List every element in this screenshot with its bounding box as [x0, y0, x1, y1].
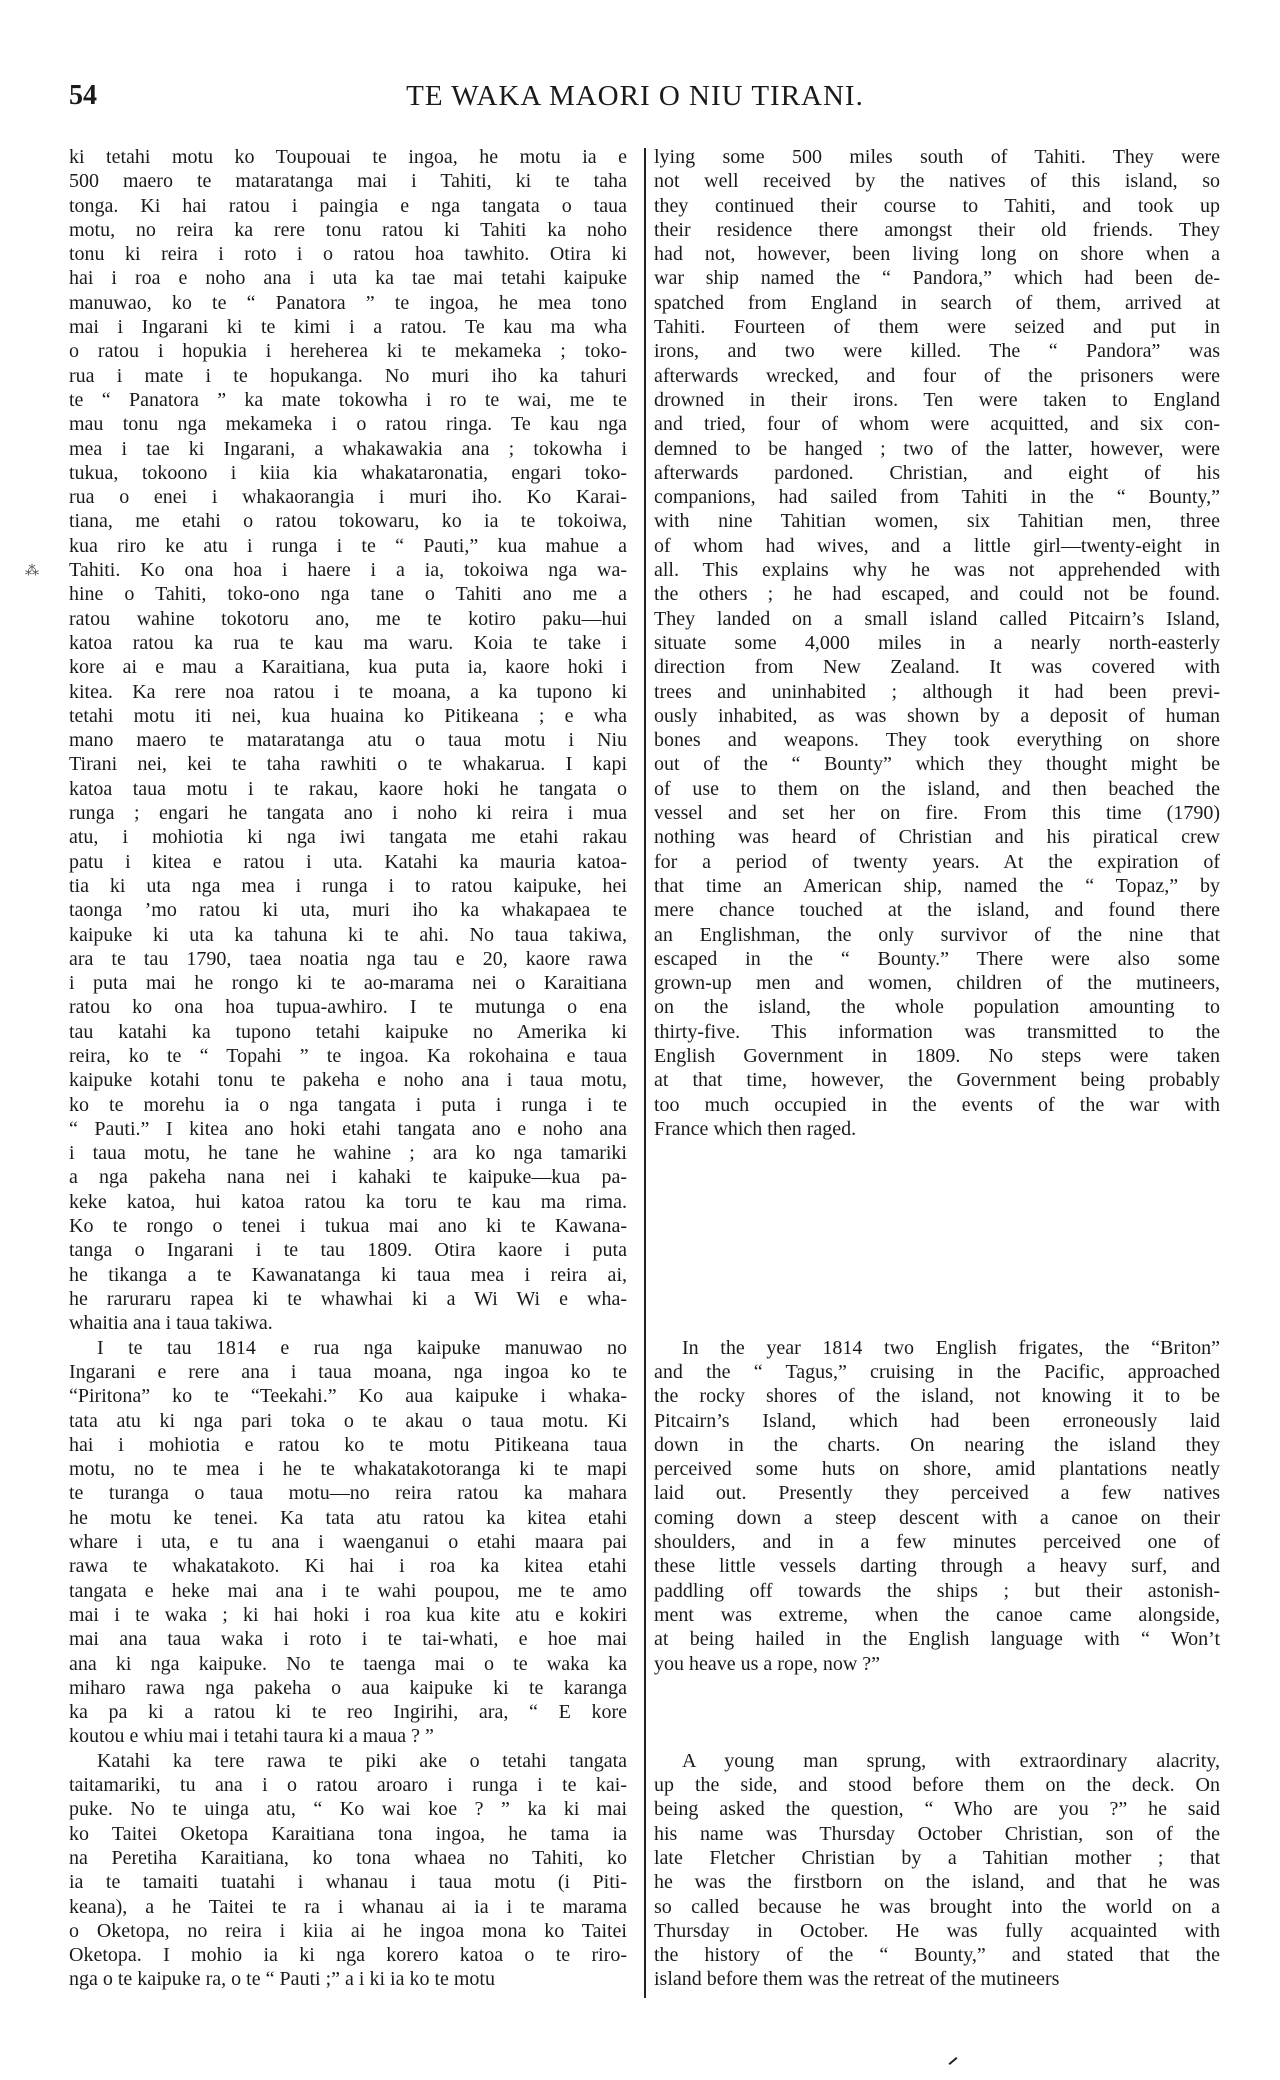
text-line: tia ki uta nga mea i runga i to ratou kaipuke, hei [69, 874, 627, 897]
text-line: Oketopa. I mohio ia ki nga korero katoa o te riro- [69, 1944, 627, 1967]
text-line: too much occupied in the events of the war with [654, 1093, 1220, 1116]
text-line: ratou ko ona hoa tupua-awhiro. I te mutunga o ena [69, 996, 627, 1019]
paragraph [654, 145, 1220, 1141]
text-line: tata atu ki nga pari toka o te akau o taua motu. Ki [69, 1409, 627, 1432]
text-line: te turanga o taua motu—no reira ratou ka mahara [69, 1482, 627, 1505]
text-line: mai i te waka ; ki hai hoki i roa kua kite atu e kokiri [69, 1603, 627, 1626]
text-line: the others ; he had escaped, and could not be found. [654, 583, 1220, 606]
text-line: o ratou i hopukia i hereherea ki te mekameka ; toko- [69, 340, 627, 363]
text-line: hine o Tahiti, toko-ono nga tane o Tahiti ano me a [69, 583, 627, 606]
text-line: runga ; engari he tangata ano i noho ki reira i mua [69, 802, 627, 825]
text-line: tetahi motu iti nei, kua huaina ko Pitikeana ; e wha [69, 704, 627, 727]
text-line: keke katoa, hui katoa ratou ka toru te kau ma rima. [69, 1190, 627, 1213]
text-line: all. This explains why he was not apprehended with [654, 559, 1220, 582]
text-line: Tahiti. Ko ona hoa i haere i a ia, tokoiwa nga wa- [69, 559, 627, 582]
text-line: ko te morehu ia o nga tangata i puta i runga i te [69, 1093, 627, 1116]
text-line: ana ki nga kaipuke. No te taenga mai o te waka ka [69, 1652, 627, 1675]
text-line: “Piritona” ko te “Teekahi.” Ko aua kaipuke i whaka- [69, 1385, 627, 1408]
text-line: being asked the question, “ Who are you ?” he said [654, 1798, 1220, 1821]
text-line: patu i kitea e ratou i uta. Katahi ka mauria katoa- [69, 850, 627, 873]
text-line: mai i Ingarani ki te kimi i a ratou. Te kau ma wha [69, 316, 627, 339]
text-line: at that time, however, the Government being probably [654, 1069, 1220, 1092]
text-line: laid out. Presently they perceived a few natives [654, 1482, 1220, 1505]
text-line: tanga o Ingarani i te tau 1809. Otira kaore i puta [69, 1239, 627, 1262]
text-line: out of the “ Bounty” which they thought might be [654, 753, 1220, 776]
page-title: TE WAKA MAORI O NIU TIRANI. [406, 80, 864, 112]
text-line: o Oketopa, no reira i kiia ai he ingoa mona ko Taitei [69, 1919, 627, 1942]
text-line: at being hailed in the English language with “ Won’t [654, 1628, 1220, 1651]
text-line: and the “ Tagus,” cruising in the Pacific, approached [654, 1360, 1220, 1383]
text-line: the rocky shores of the island, not knowing it to be [654, 1385, 1220, 1408]
text-line: you heave us a rope, now ?” [654, 1652, 881, 1675]
text-line: whare i uta, e tu ana i waenganui o etahi maara pai [69, 1531, 627, 1554]
text-line: i taua motu, he tane he wahine ; ara ko nga tamariki [69, 1142, 627, 1165]
text-line: these little vessels darting through a heavy surf, and [654, 1555, 1220, 1578]
text-line: war ship named the “ Pandora,” which had been de- [654, 267, 1220, 290]
text-line: motu, no te mea i he te whakatakotoranga ki te mapi [69, 1458, 627, 1481]
pencil-mark [949, 2057, 958, 2065]
text-line: demned to be hanged ; two of the latter, however, were [654, 437, 1220, 460]
text-line: escaped in the “ Bounty.” There were also some [654, 947, 1220, 970]
text-line: rua i mate i te hopukanga. No muri iho ka tahuri [69, 364, 627, 387]
text-line: kaipuke ki uta ka tahuna ki te ahi. No taua takiwa, [69, 923, 627, 946]
text-line: and tried, four of whom were acquitted, and six con- [654, 413, 1220, 436]
text-line: he was the firstborn on the island, and that he was [654, 1871, 1220, 1894]
text-line: of use to them on the island, and then beached the [654, 777, 1220, 800]
text-line: ratou wahine tokotoru ano, me te kotiro paku—hui [69, 607, 627, 630]
text-line: he raruraru rapea ki te whawhai ki a Wi Wi e wha- [69, 1287, 627, 1310]
text-line: nga o te kaipuke ra, o te “ Pauti ;” a i ki ia ko te motu [69, 1968, 495, 1991]
text-line: he tikanga a te Kawanatanga ki taua mea i reira ai, [69, 1263, 627, 1286]
text-line: mai ana taua waka i roto i te tai-whati, e hoe mai [69, 1628, 627, 1651]
text-line: na Peretiha Karaitiana, ko tona whaea no Tahiti, ko [69, 1846, 627, 1869]
text-line: with nine Tahitian women, six Tahitian men, three [654, 510, 1220, 533]
text-line: tangata e heke mai ana i te wahi poupou, me te amo [69, 1579, 627, 1602]
text-line: motu, no reira ka rere tonu ratou ki Tahiti ka noho [69, 218, 627, 241]
text-line: Pitcairn’s Island, which had been erroneously laid [654, 1409, 1220, 1432]
text-line: drowned in their irons. Ten were taken to England [654, 388, 1220, 411]
text-line: an Englishman, the only survivor of the nine that [654, 923, 1220, 946]
text-line: on the island, the whole population amounting to [654, 996, 1220, 1019]
text-line: vessel and set her on fire. From this time (1790) [654, 802, 1220, 825]
text-line: taonga ’mo ratou ki uta, muri iho ka whakapaea te [69, 899, 627, 922]
paragraph [654, 1749, 1220, 1992]
text-line: their residence there amongst their old friends. They [654, 218, 1220, 241]
text-line: situate some 4,000 miles in a nearly north-easterly [654, 631, 1220, 654]
text-line: shoulders, and in a few minutes perceived one of [654, 1531, 1220, 1554]
text-line: kore ai e mau a Karaitiana, kua puta ia, kaore hoki i [69, 656, 627, 679]
text-line: ka pa ki a ratou ki te reo Ingirihi, ara, “ E kore [69, 1701, 627, 1724]
text-line: English Government in 1809. No steps were taken [654, 1044, 1220, 1067]
text-line: tonu ki reira i roto i o ratou hoa tawhito. Otira ki [69, 243, 627, 266]
text-line: for a period of twenty years. At the expiration of [654, 850, 1220, 873]
text-line: te “ Panatora ” ka mate tokowha i ro te wai, me te [69, 388, 627, 411]
text-line: irons, and two were killed. The “ Pandora” was [654, 340, 1220, 363]
text-line: katoa ratou ka rua te kau ma waru. Koia te take i [69, 631, 627, 654]
text-line: ko Taitei Oketopa Karaitiana tona ingoa, he tama ia [69, 1822, 627, 1845]
text-line: France which then raged. [654, 1117, 857, 1140]
text-line: mea i tae ki Ingarani, a whakawakia ana ; tokowha i [69, 437, 627, 460]
text-line: direction from New Zealand. It was covered with [654, 656, 1220, 679]
text-line: late Fletcher Christian by a Tahitian mother ; that [654, 1846, 1220, 1869]
text-line: his name was Thursday October Christian, son of the [654, 1822, 1220, 1845]
paragraph [69, 1336, 627, 1749]
text-line: tonga. Ki hai ratou i paingia e nga tangata o taua [69, 194, 627, 217]
text-line: tiana, me etahi o ratou tokowaru, ko ia te tokoiwa, [69, 510, 627, 533]
text-line: They landed on a small island called Pitcairn’s Island, [654, 607, 1220, 630]
text-line: ki tetahi motu ko Toupouai te ingoa, he motu ia e [69, 146, 627, 168]
text-line: coming down a steep descent with a canoe on their [654, 1506, 1220, 1529]
text-line: grown-up men and women, children of the mutineers, [654, 972, 1220, 995]
text-line: Katahi ka tere rawa te piki ake o tetahi tangata [97, 1749, 627, 1772]
text-line: tukua, tokoono i kiia kia whakataronatia, engari toko- [69, 461, 627, 484]
text-line: keana), a he Taitei te ra i whanau ai ia i te marama [69, 1895, 627, 1918]
text-line: afterwards pardoned. Christian, and eight of his [654, 461, 1220, 484]
text-line: lying some 500 miles south of Tahiti. They were [654, 146, 1220, 168]
text-line: I te tau 1814 e rua nga kaipuke manuwao no [97, 1336, 627, 1359]
text-line: Thursday in October. He was fully acquainted with [654, 1919, 1220, 1942]
text-line: not well received by the natives of this island, so [654, 170, 1220, 193]
text-line: hai i mohiotia e ratou ko te motu Pitikeana taua [69, 1433, 627, 1456]
text-line: A young man sprung, with extraordinary alacrity, [682, 1749, 1220, 1772]
page-number: 54 [69, 80, 97, 111]
text-line: miharo rawa nga pakeha o aua kaipuke ki te karanga [69, 1676, 627, 1699]
column-divider [644, 148, 646, 1998]
text-line: rua o enei i whakaorangia i muri iho. Ko Karai- [69, 486, 627, 509]
text-line: “ Pauti.” I kitea ano hoki etahi tangata ano e noho ana [69, 1117, 627, 1140]
text-line: koutou e whiu mai i tetahi taura ki a maua ? ” [69, 1725, 434, 1748]
text-line: ously inhabited, as was shown by a deposit of human [654, 704, 1220, 727]
text-line: kaipuke kotahi tonu te pakeha e noho ana i taua motu, [69, 1069, 627, 1092]
text-line: katoa taua motu i te rakau, kaore hoki he tangata o [69, 777, 627, 800]
text-line: that time an American ship, named the “ Topaz,” by [654, 874, 1220, 897]
text-line: Tirani nei, kei te taha rawhiti o te whakarua. I kapi [69, 753, 627, 776]
text-line: tau katahi ka tupono tetahi kaipuke no Amerika ki [69, 1020, 627, 1043]
text-line: thirty-five. This information was transmitted to the [654, 1020, 1220, 1043]
text-line: had not, however, been living long on shore when a [654, 243, 1220, 266]
text-line: Ingarani e rere ana i taua moana, nga ingoa ko te [69, 1360, 627, 1383]
text-line: reira, ko te “ Topahi ” te ingoa. Ka rokohaina e taua [69, 1044, 627, 1067]
text-line: ia te tamaiti tuatahi i whanau i taua motu (i Piti- [69, 1871, 627, 1894]
text-line: they continued their course to Tahiti, and took up [654, 194, 1220, 217]
text-line: down in the charts. On nearing the island they [654, 1433, 1220, 1456]
text-line: ment was extreme, when the canoe came alongside, [654, 1603, 1220, 1626]
text-line: companions, had sailed from Tahiti in the “ Bounty,” [654, 486, 1220, 509]
text-line: the history of the “ Bounty,” and stated that the [654, 1944, 1220, 1967]
text-line: Ko te rongo o tenei i tukua mai ano ki te Kawana- [69, 1215, 627, 1238]
text-line: up the side, and stood before them on the deck. On [654, 1774, 1220, 1797]
text-line: 500 maero te mataratanga mai i Tahiti, ki te taha [69, 170, 627, 193]
text-line: mere chance touched at the island, and found there [654, 899, 1220, 922]
text-line: nothing was heard of Christian and his piratical crew [654, 826, 1220, 849]
text-line: afterwards wrecked, and four of the prisoners were [654, 364, 1220, 387]
text-line: a nga pakeha nana nei i kahaki te kaipuke—kua pa- [69, 1166, 627, 1189]
text-line: i puta mai he rongo ki te ao-marama nei o Karaitiana [69, 972, 627, 995]
text-line: spatched from England in search of them, arrived at [654, 291, 1220, 314]
text-line: so called because he was brought into the world on a [654, 1895, 1220, 1918]
text-line: of whom had wives, and a little girl—twenty-eight in [654, 534, 1220, 557]
text-line: taitamariki, tu ana i o ratou aroaro i runga i te kai- [69, 1774, 627, 1797]
text-line: island before them was the retreat of the mutineers [654, 1968, 1060, 1991]
stray-print-mark: ⁂ [25, 564, 39, 579]
text-line: kua riro ke atu i runga i te “ Pauti,” kua mahue a [69, 534, 627, 557]
text-line: In the year 1814 two English frigates, the “Briton” [682, 1336, 1220, 1359]
text-line: whaitia ana i taua takiwa. [69, 1312, 273, 1335]
text-line: mano maero te mataratanga atu o taua motu i Niu [69, 729, 627, 752]
text-line: kitea. Ka rere noa ratou i te moana, a ka tupono ki [69, 680, 627, 703]
text-line: bones and weapons. They took everything on shore [654, 729, 1220, 752]
text-line: puke. No te uinga atu, “ Ko wai koe ? ” ka ki mai [69, 1798, 627, 1821]
text-line: trees and uninhabited ; although it had been previ- [654, 680, 1220, 703]
text-line: mau tonu nga mekameka i o ratou ringa. Te kau nga [69, 413, 627, 436]
text-line: Tahiti. Fourteen of them were seized and put in [654, 316, 1220, 339]
text-line: hai i roa e noho ana i uta ka tae mai tetahi kaipuke [69, 267, 627, 290]
text-line: manuwao, ko te “ Panatora ” te ingoa, he mea tono [69, 291, 627, 314]
text-line: rawa te whakatakoto. Ki hai i roa ka kitea etahi [69, 1555, 627, 1578]
text-line: he motu ke tenei. Ka tata atu ratou ka kitea etahi [69, 1506, 627, 1529]
text-line: ara te tau 1790, taea noatia nga tau e 20, kaore rawa [69, 947, 627, 970]
text-line: atu, i mohiotia ki nga iwi tangata me etahi rakau [69, 826, 627, 849]
paragraph [69, 1749, 627, 1992]
paragraph [654, 1336, 1220, 1676]
text-line: perceived some huts on shore, amid plantations neatly [654, 1458, 1220, 1481]
text-line: paddling off towards the ships ; but their astonish- [654, 1579, 1220, 1602]
paragraph [69, 145, 627, 1336]
